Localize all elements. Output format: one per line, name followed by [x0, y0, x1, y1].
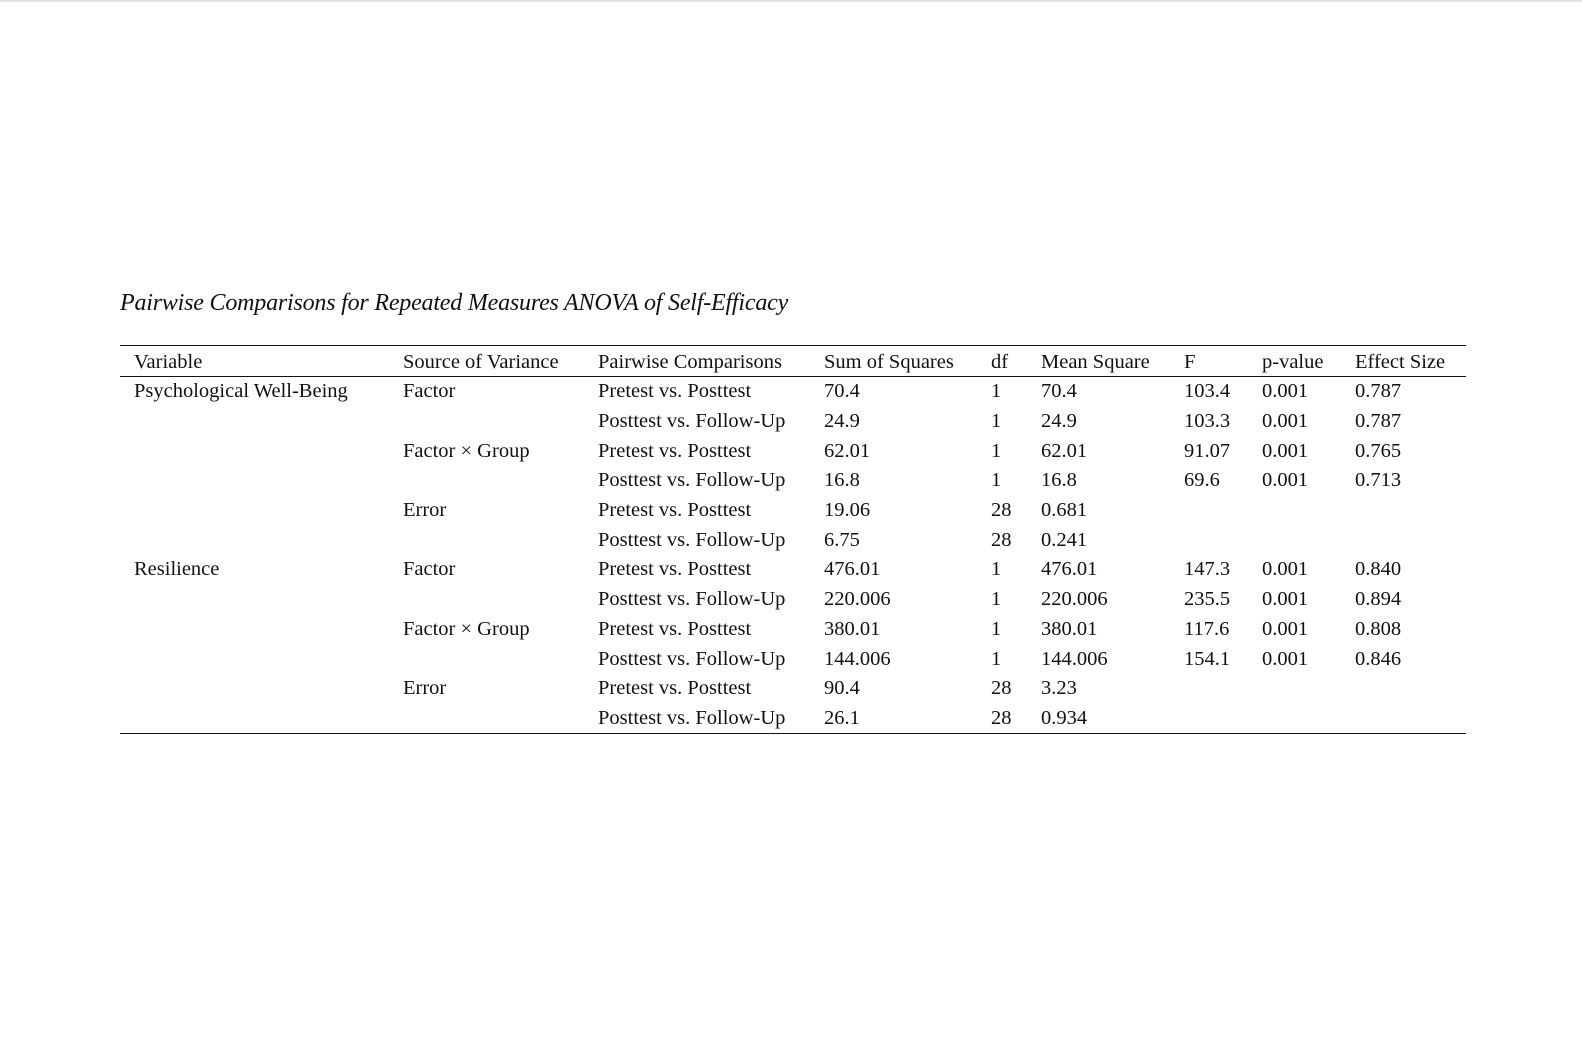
cell-source [403, 466, 598, 496]
cell-source: Factor [403, 558, 456, 581]
cell-sum-of-squares: 380.01 [824, 617, 881, 640]
cell-mean-square: 144.006 [1041, 647, 1108, 670]
cell-effect-size [1355, 704, 1466, 734]
cell-comparison: Posttest vs. Follow-Up [598, 647, 786, 670]
cell-df: 28 [991, 677, 1012, 700]
cell-variable [120, 525, 403, 555]
cell-source: Factor × Group [403, 617, 530, 640]
cell-variable [120, 644, 403, 674]
cell-p-value: 0.001 [1262, 469, 1309, 492]
cell-comparison: Posttest vs. Follow-Up [598, 469, 786, 492]
cell-comparison: Posttest vs. Follow-Up [598, 588, 786, 611]
cell-effect-size: 0.808 [1355, 617, 1402, 640]
header-variable: Variable [134, 351, 203, 373]
cell-p-value [1262, 525, 1355, 555]
cell-source [403, 704, 598, 734]
table-row [120, 704, 1466, 734]
table-row [120, 555, 1466, 585]
cell-effect-size: 0.787 [1355, 410, 1402, 433]
table-row [120, 466, 1466, 496]
cell-source: Error [403, 677, 447, 700]
cell-mean-square: 220.006 [1041, 588, 1108, 611]
header-df: df [991, 351, 1009, 373]
table-row [120, 436, 1466, 466]
cell-effect-size: 0.765 [1355, 439, 1402, 462]
cell-p-value: 0.001 [1262, 380, 1309, 403]
cell-mean-square: 16.8 [1041, 469, 1077, 492]
header-effect-size: Effect Size [1355, 351, 1446, 373]
cell-mean-square: 0.681 [1041, 499, 1088, 522]
cell-effect-size: 0.846 [1355, 647, 1402, 670]
cell-p-value [1262, 496, 1355, 526]
cell-mean-square: 0.934 [1041, 706, 1088, 729]
cell-f: 103.3 [1184, 410, 1231, 433]
cell-f: 91.07 [1184, 439, 1231, 462]
cell-mean-square: 70.4 [1041, 380, 1077, 403]
cell-sum-of-squares: 62.01 [824, 439, 871, 462]
cell-comparison: Pretest vs. Posttest [598, 558, 752, 581]
cell-p-value: 0.001 [1262, 617, 1309, 640]
table-row [120, 377, 1466, 407]
cell-variable [120, 615, 403, 645]
cell-source: Factor [403, 380, 456, 403]
cell-sum-of-squares: 19.06 [824, 499, 871, 522]
cell-p-value: 0.001 [1262, 558, 1309, 581]
cell-df: 1 [991, 380, 1002, 403]
cell-source: Error [403, 499, 447, 522]
cell-f: 154.1 [1184, 647, 1231, 670]
cell-df: 28 [991, 706, 1012, 729]
table-row [120, 674, 1466, 704]
cell-p-value [1262, 674, 1355, 704]
table-body [120, 377, 1466, 734]
cell-p-value: 0.001 [1262, 439, 1309, 462]
cell-mean-square: 0.241 [1041, 528, 1088, 551]
cell-variable [120, 407, 403, 437]
table-header-row [120, 346, 1466, 377]
cell-effect-size: 0.840 [1355, 558, 1402, 581]
cell-mean-square: 380.01 [1041, 617, 1098, 640]
cell-mean-square: 62.01 [1041, 439, 1088, 462]
cell-df: 1 [991, 410, 1002, 433]
cell-f [1184, 674, 1262, 704]
cell-effect-size: 0.787 [1355, 380, 1402, 403]
cell-df: 1 [991, 439, 1002, 462]
table-row [120, 644, 1466, 674]
header-sum-of-squares: Sum of Squares [824, 351, 954, 373]
cell-comparison: Posttest vs. Follow-Up [598, 706, 786, 729]
cell-mean-square: 24.9 [1041, 410, 1077, 433]
cell-sum-of-squares: 144.006 [824, 647, 891, 670]
cell-comparison: Pretest vs. Posttest [598, 439, 752, 462]
table-caption: Pairwise Comparisons for Repeated Measures ANOVA of Self-Efficacy [120, 290, 789, 316]
cell-p-value: 0.001 [1262, 410, 1309, 433]
cell-f: 69.6 [1184, 469, 1220, 492]
cell-df: 1 [991, 469, 1002, 492]
cell-variable [120, 436, 403, 466]
header-mean-square: Mean Square [1041, 351, 1150, 373]
cell-sum-of-squares: 6.75 [824, 528, 860, 551]
cell-df: 28 [991, 528, 1012, 551]
cell-mean-square: 3.23 [1041, 677, 1077, 700]
cell-f: 235.5 [1184, 588, 1231, 611]
cell-effect-size: 0.894 [1355, 588, 1402, 611]
cell-f [1184, 704, 1262, 734]
cell-f: 147.3 [1184, 558, 1231, 581]
cell-comparison: Pretest vs. Posttest [598, 617, 752, 640]
table-row [120, 615, 1466, 645]
cell-variable: Psychological Well-Being [134, 380, 348, 403]
cell-comparison: Posttest vs. Follow-Up [598, 410, 786, 433]
cell-df: 28 [991, 499, 1012, 522]
cell-variable [120, 585, 403, 615]
cell-variable [120, 704, 403, 734]
anova-table [120, 345, 1466, 734]
cell-source [403, 644, 598, 674]
page-top-edge [0, 0, 1582, 3]
header-pairwise-comparisons: Pairwise Comparisons [598, 351, 782, 373]
cell-df: 1 [991, 588, 1002, 611]
cell-sum-of-squares: 26.1 [824, 706, 860, 729]
table-row [120, 585, 1466, 615]
cell-sum-of-squares: 220.006 [824, 588, 891, 611]
cell-sum-of-squares: 16.8 [824, 469, 860, 492]
cell-df: 1 [991, 558, 1002, 581]
cell-comparison: Pretest vs. Posttest [598, 380, 752, 403]
cell-effect-size: 0.713 [1355, 469, 1402, 492]
cell-source [403, 585, 598, 615]
cell-effect-size [1355, 674, 1466, 704]
cell-sum-of-squares: 90.4 [824, 677, 860, 700]
cell-comparison: Pretest vs. Posttest [598, 677, 752, 700]
header-p-value: p-value [1262, 351, 1324, 373]
cell-f [1184, 525, 1262, 555]
cell-comparison: Posttest vs. Follow-Up [598, 528, 786, 551]
cell-sum-of-squares: 70.4 [824, 380, 860, 403]
cell-mean-square: 476.01 [1041, 558, 1098, 581]
cell-effect-size [1355, 496, 1466, 526]
cell-sum-of-squares: 24.9 [824, 410, 860, 433]
cell-variable [120, 496, 403, 526]
cell-variable: Resilience [134, 558, 220, 581]
cell-source: Factor × Group [403, 439, 530, 462]
cell-source [403, 525, 598, 555]
cell-p-value: 0.001 [1262, 647, 1309, 670]
cell-comparison: Pretest vs. Posttest [598, 499, 752, 522]
cell-source [403, 407, 598, 437]
cell-p-value [1262, 704, 1355, 734]
cell-effect-size [1355, 525, 1466, 555]
table-row [120, 407, 1466, 437]
cell-f: 103.4 [1184, 380, 1231, 403]
cell-f: 117.6 [1184, 617, 1230, 640]
cell-p-value: 0.001 [1262, 588, 1309, 611]
cell-df: 1 [991, 647, 1002, 670]
cell-variable [120, 466, 403, 496]
cell-sum-of-squares: 476.01 [824, 558, 881, 581]
cell-f [1184, 496, 1262, 526]
header-f: F [1184, 351, 1196, 373]
table-row [120, 525, 1466, 555]
cell-variable [120, 674, 403, 704]
header-source-of-variance: Source of Variance [403, 351, 559, 373]
cell-df: 1 [991, 617, 1002, 640]
table-row [120, 496, 1466, 526]
